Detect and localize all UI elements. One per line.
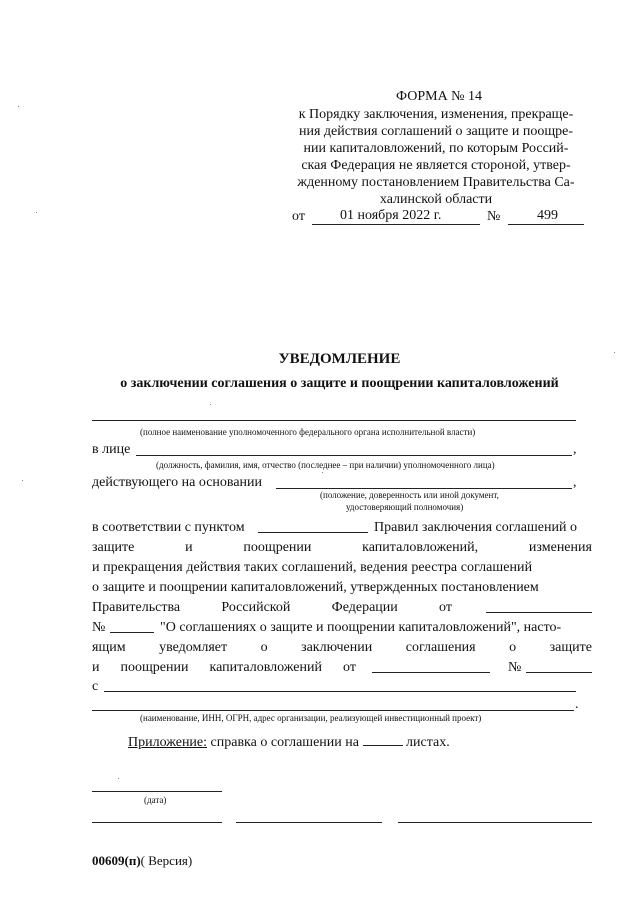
org-field-line-1: [104, 691, 576, 692]
form-subtitle-line: ская Федерация не является стороной, утвер-: [301, 158, 571, 173]
notice-heading: УВЕДОМЛЕНИЕ: [278, 351, 401, 367]
body-line-7: [92, 639, 592, 656]
form-subtitle-line: халинской области: [379, 192, 493, 207]
word: и: [92, 660, 100, 675]
body-line-5: [92, 599, 452, 616]
org-hint: (наименование, ИНН, ОГРН, адрес организации, реализующей инвестиционный проект): [140, 713, 482, 723]
scan-speck: [322, 472, 323, 473]
scan-speck: [18, 106, 19, 107]
number-label: №: [487, 209, 501, 224]
word: о: [260, 640, 268, 655]
footer-code: 00609(п): [92, 853, 141, 868]
body-line-1a: в соответствии с пунктом: [92, 520, 245, 535]
clause-field-line: [258, 532, 368, 533]
word: о: [509, 640, 517, 655]
authority-field-line: [92, 420, 576, 421]
body-line-1b: Правил заключения соглашений о: [374, 520, 577, 535]
number-underline: [508, 224, 584, 225]
basis-hint-2: удостоверяющий полномочия): [346, 502, 464, 512]
person-comma: ,: [573, 442, 577, 457]
body-line-8: [92, 659, 356, 676]
word: поощрении: [120, 660, 189, 675]
scan-speck: [210, 404, 211, 405]
word: изменения: [528, 540, 592, 555]
date-underline: [312, 224, 480, 225]
form-subtitle: [276, 106, 596, 208]
footer-code-line: [92, 852, 192, 869]
form-subtitle-line: ния действия соглашений о защите и поощре-: [298, 124, 574, 139]
date-prefix-label: от: [292, 209, 305, 224]
form-doc-number: 499: [537, 208, 558, 223]
scan-speck: [36, 212, 37, 213]
word: от: [343, 660, 356, 675]
signature-line-1: [92, 822, 222, 823]
body-line-6: "О соглашениях о защите и поощрении капиталовложений", насто-: [160, 620, 562, 635]
agreement-number-line: [526, 672, 592, 673]
attachment-line: [128, 733, 450, 751]
decree-date-line: [486, 612, 592, 613]
agreement-number-label: №: [508, 660, 522, 675]
attachment-label: Приложение:: [128, 735, 208, 750]
attachment-text-a: справка о соглашении на: [210, 735, 359, 750]
attachment-text-b: листах.: [406, 735, 450, 750]
form-subtitle-line: нии капиталовложений, по которым Россий-: [303, 141, 569, 156]
org-label: с: [92, 679, 99, 694]
attachment-pages-blank: [363, 733, 403, 746]
signature-line-2: [236, 822, 382, 823]
word: соглашения: [405, 640, 476, 655]
word: защите: [549, 640, 592, 655]
word: поощрении: [243, 540, 312, 555]
authority-hint: (полное наименование уполномоченного федерального органа исполнительной власти): [140, 427, 476, 437]
word: Правительства: [92, 600, 181, 615]
scan-speck: [614, 352, 615, 353]
footer-version: ( Версия): [140, 853, 193, 868]
word: защите: [92, 540, 135, 555]
word: капиталовложений: [209, 660, 322, 675]
word: и: [185, 540, 193, 555]
word: ящим: [92, 640, 126, 655]
body-line-4: о защите и поощрении капиталовложений, утвержденных постановлением: [92, 580, 539, 595]
notice-subheading: о заключении соглашения о защите и поощрении капиталовложений: [120, 376, 559, 391]
person-hint: (должность, фамилия, имя, отчество (последнее – при наличии) уполномоченного лица): [156, 460, 495, 470]
body-line-3: и прекращения действия таких соглашений, ведения реестра соглашений: [92, 560, 533, 575]
signature-line-3: [398, 822, 592, 823]
person-field-line: [136, 455, 572, 456]
basis-comma: ,: [573, 475, 577, 490]
form-date: 01 ноября 2022 г.: [340, 208, 442, 223]
form-subtitle-line: жденному постановлением Правительства Са-: [297, 175, 575, 190]
word: Федерации: [331, 600, 398, 615]
basis-field-line: [276, 488, 572, 489]
form-subtitle-line: к Порядку заключения, изменения, прекраще-: [298, 107, 574, 122]
decree-number-line: [110, 632, 154, 633]
basis-hint-1: (положение, доверенность или иной документ,: [320, 490, 499, 500]
body-line-2: [92, 539, 592, 556]
form-number: ФОРМА № 14: [396, 89, 483, 104]
word: от: [439, 600, 452, 615]
basis-label: действующего на основании: [92, 475, 263, 490]
scan-speck: [118, 778, 119, 779]
org-period: .: [575, 697, 579, 712]
date-sign-line: [92, 791, 222, 792]
person-label: в лице: [92, 442, 131, 457]
date-hint: (дата): [144, 795, 167, 805]
word: Российской: [221, 600, 291, 615]
agreement-date-line: [372, 672, 490, 673]
word: заключении: [301, 640, 373, 655]
decree-number-label: №: [92, 620, 106, 635]
org-field-line-2: [92, 710, 574, 711]
word: уведомляет: [159, 640, 228, 655]
scan-speck: [22, 480, 23, 481]
word: капиталовложений,: [362, 540, 479, 555]
